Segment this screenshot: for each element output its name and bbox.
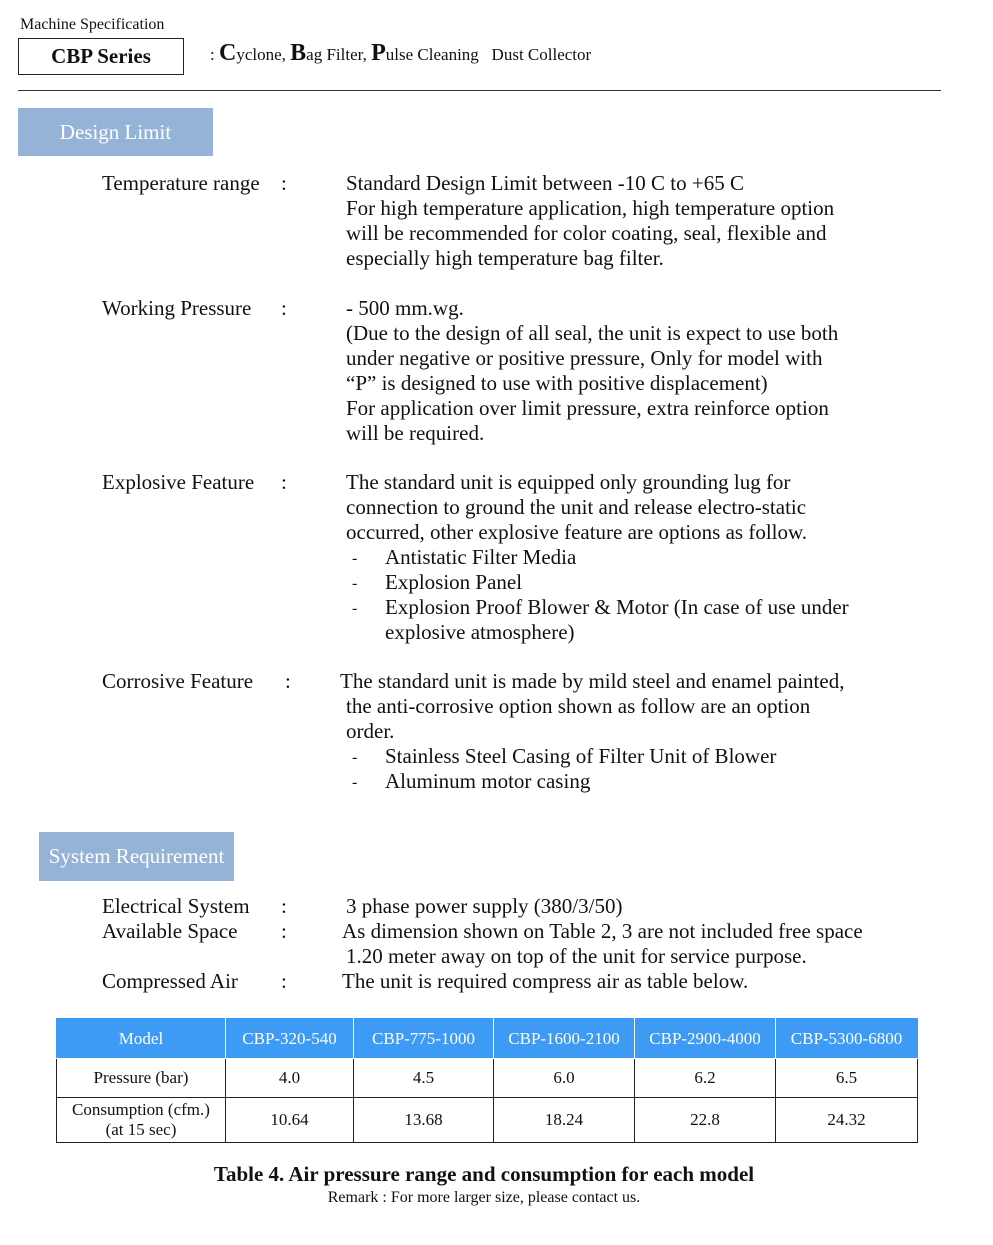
explosive-text [346, 470, 807, 545]
pressure-colon: : [281, 296, 287, 320]
table-row [57, 1098, 918, 1143]
pressure-line: (Due to the design of all seal, the unit is expect to use both [346, 321, 839, 345]
temperature-line: will be recommended for color coating, seal, flexible and [346, 221, 827, 245]
explosive-options-list [385, 545, 849, 645]
header-divider [18, 90, 941, 91]
tagline-c-letter: C [218, 40, 237, 66]
air-label: Compressed Air [102, 969, 238, 993]
air-text: The unit is required compress air as table below. [342, 969, 749, 993]
row-label: Pressure (bar) [93, 1068, 189, 1087]
design-limit-heading: Design Limit [18, 108, 213, 156]
air-consumption-table [56, 1018, 918, 1143]
explosive-option: explosive atmosphere) [385, 620, 575, 644]
electrical-text: 3 phase power supply (380/3/50) [346, 894, 623, 918]
tagline-b-rest: ag Filter, [306, 45, 372, 64]
explosive-line: connection to ground the unit and release electro-static [346, 495, 807, 519]
table-cell: 13.68 [354, 1098, 494, 1143]
corrosive-line: the anti-corrosive option shown as follow are an option [346, 694, 811, 718]
bullet-dash: - [352, 774, 358, 791]
corrosive-option: Aluminum motor casing [385, 769, 591, 793]
row-label-cell [57, 1059, 226, 1098]
corrosive-colon: : [285, 669, 291, 693]
electrical-label: Electrical System [102, 894, 250, 918]
tagline-b-letter: B [290, 40, 307, 66]
corrosive-text [346, 694, 810, 744]
tagline-p-letter: P [371, 40, 386, 66]
explosive-colon: : [281, 470, 287, 494]
table-row [57, 1059, 918, 1098]
table-remark: Remark : For more larger size, please contact us. [327, 1189, 641, 1206]
bullet-dash: - [352, 550, 358, 567]
explosive-line: occurred, other explosive feature are options as follow. [346, 520, 808, 544]
corrosive-line: order. [346, 719, 395, 743]
explosive-line: The standard unit is equipped only grounding lug for [346, 470, 791, 494]
corrosive-options-list [385, 744, 776, 794]
temperature-label: Temperature range [102, 171, 260, 195]
table-cell: 18.24 [494, 1098, 635, 1143]
table-cell: 6.0 [494, 1059, 635, 1098]
space-label: Available Space [102, 919, 238, 943]
space-line: As dimension shown on Table 2, 3 are not included free space [342, 919, 863, 943]
table-header-cell: Model [57, 1019, 226, 1059]
table-cell: 6.2 [635, 1059, 776, 1098]
pressure-line: - 500 mm.wg. [346, 296, 464, 320]
tagline-p-rest: ulse Cleaning Dust Collector [385, 45, 592, 64]
explosive-option: Explosion Panel [385, 570, 523, 594]
electrical-colon: : [281, 894, 287, 918]
row-sublabel: (at 15 sec) [105, 1120, 177, 1139]
temperature-colon: : [281, 171, 287, 195]
tagline-c-rest: yclone, [236, 45, 291, 64]
temperature-line: especially high temperature bag filter. [346, 246, 664, 270]
explosive-label: Explosive Feature [102, 470, 255, 494]
corrosive-option: Stainless Steel Casing of Filter Unit of Blower [385, 744, 777, 768]
bullet-dash: - [352, 575, 358, 592]
space-line: 1.20 meter away on top of the unit for service purpose. [346, 944, 807, 968]
pressure-line: under negative or positive pressure, Only for model with [346, 346, 823, 370]
table-header-cell: CBP-1600-2100 [494, 1019, 635, 1059]
table-cell: 22.8 [635, 1098, 776, 1143]
spec-label: Machine Specification [20, 16, 165, 33]
bullet-dash: - [352, 749, 358, 766]
row-label: Consumption (cfm.) [72, 1100, 210, 1119]
pressure-text [346, 296, 838, 446]
system-requirement-heading: System Requirement [39, 832, 234, 881]
table-cell: 10.64 [226, 1098, 354, 1143]
tagline [210, 40, 591, 67]
table-header-cell: CBP-320-540 [226, 1019, 354, 1059]
bullet-dash: - [352, 600, 358, 617]
explosive-option: Antistatic Filter Media [385, 545, 577, 569]
series-title: CBP Series [18, 38, 184, 75]
explosive-option: Explosion Proof Blower & Motor (In case of use under [385, 595, 849, 619]
table-header-cell: CBP-775-1000 [354, 1019, 494, 1059]
temperature-text [346, 171, 834, 271]
table-cell: 4.5 [354, 1059, 494, 1098]
air-colon: : [281, 969, 287, 993]
corrosive-line: The standard unit is made by mild steel and enamel painted, [340, 669, 845, 693]
pressure-line: will be required. [346, 421, 485, 445]
pressure-line: For application over limit pressure, extra reinforce option [346, 396, 829, 420]
table-caption: Table 4. Air pressure range and consumption for each model [213, 1162, 755, 1186]
temperature-line: For high temperature application, high temperature option [346, 196, 835, 220]
pressure-label: Working Pressure [102, 296, 252, 320]
table-header-cell: CBP-5300-6800 [776, 1019, 918, 1059]
space-colon: : [281, 919, 287, 943]
table-header-cell: CBP-2900-4000 [635, 1019, 776, 1059]
tagline-prefix: : [210, 45, 219, 64]
corrosive-label: Corrosive Feature [102, 669, 254, 693]
temperature-line: Standard Design Limit between -10 C to +65 C [346, 171, 744, 195]
table-cell: 6.5 [776, 1059, 918, 1098]
pressure-line: “P” is designed to use with positive displacement) [346, 371, 768, 395]
row-label-cell [57, 1098, 226, 1143]
table-cell: 4.0 [226, 1059, 354, 1098]
table-header-row [57, 1019, 918, 1059]
table-cell: 24.32 [776, 1098, 918, 1143]
